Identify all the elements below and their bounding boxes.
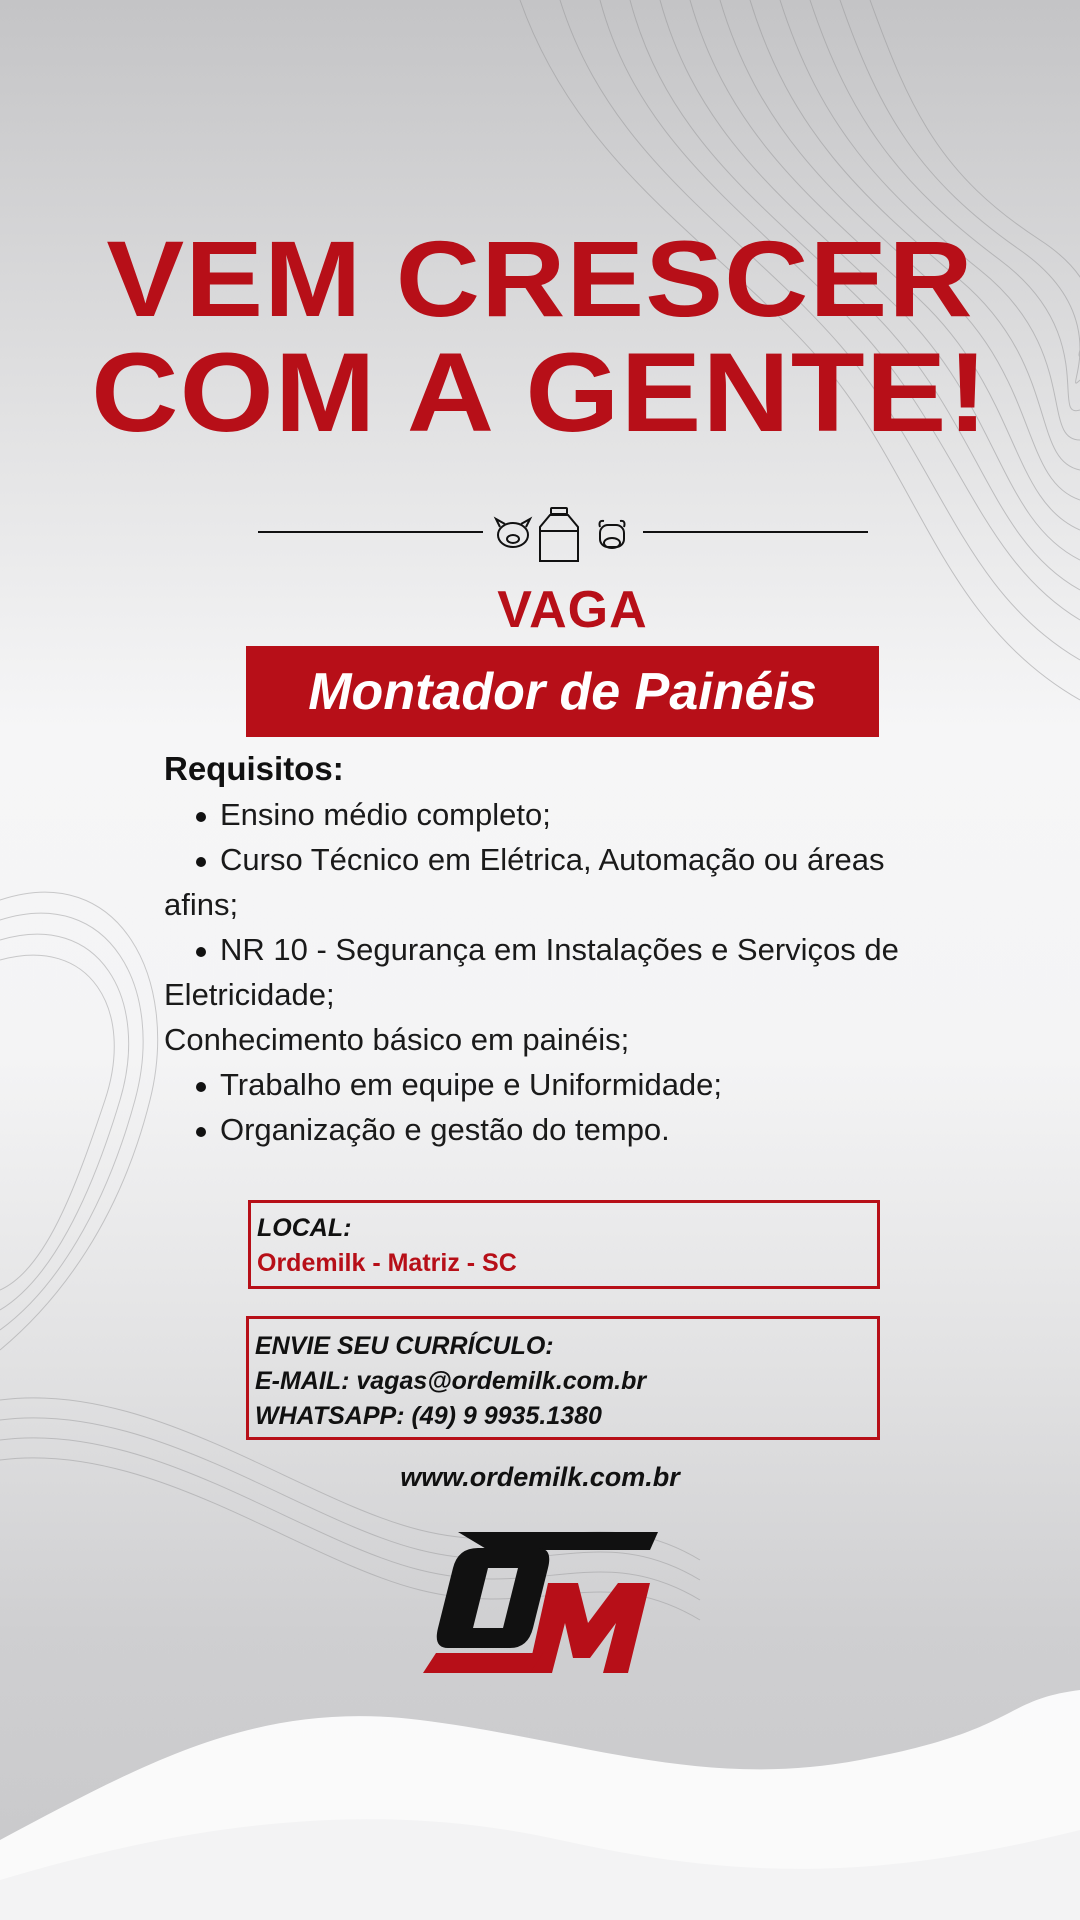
list-item: Organização e gestão do tempo. (164, 1107, 1004, 1152)
list-item: Eletricidade; (164, 977, 335, 1012)
location-box (248, 1200, 880, 1289)
requirements-list (164, 792, 1004, 1152)
list-item: afins; (164, 887, 239, 922)
requirements-title: Requisitos: (164, 750, 344, 787)
divider-with-icons (258, 505, 868, 565)
contact-email: E-MAIL: vagas@ordemilk.com.br (255, 1367, 647, 1395)
bullet-icon (164, 792, 220, 837)
bullet-icon (164, 1107, 220, 1152)
bullet-icon (164, 927, 220, 972)
contact-title: ENVIE SEU CURRÍCULO: (255, 1332, 554, 1360)
milk-can-icon (540, 508, 578, 561)
job-title-banner (246, 646, 879, 737)
headline-line-1: VEM CRESCER (106, 218, 974, 339)
list-item: Curso Técnico em Elétrica, Automação ou áreas (164, 837, 1004, 882)
cow-icon (600, 521, 625, 548)
contact-whatsapp: WHATSAPP: (49) 9 9935.1380 (255, 1402, 602, 1430)
contact-box (246, 1316, 880, 1440)
bullet-icon (164, 1062, 220, 1107)
headline-line-2: COM A GENTE! (91, 330, 989, 455)
bullet-icon (164, 837, 220, 882)
job-label: VAGA (497, 581, 648, 639)
list-item: Ensino médio completo; (164, 792, 1004, 837)
list-item: Trabalho em equipe e Uniformidade; (164, 1062, 1004, 1107)
pig-icon (496, 519, 530, 547)
ordemilk-logo (418, 1528, 663, 1678)
location-value: Ordemilk - Matriz - SC (257, 1249, 517, 1277)
job-title: Montador de Painéis (308, 662, 817, 721)
list-item: NR 10 - Segurança em Instalações e Serviços de (164, 927, 1004, 972)
website-link[interactable]: www.ordemilk.com.br (400, 1462, 680, 1492)
list-item: Conhecimento básico em painéis; (164, 1022, 630, 1057)
location-label: LOCAL: (257, 1214, 352, 1242)
